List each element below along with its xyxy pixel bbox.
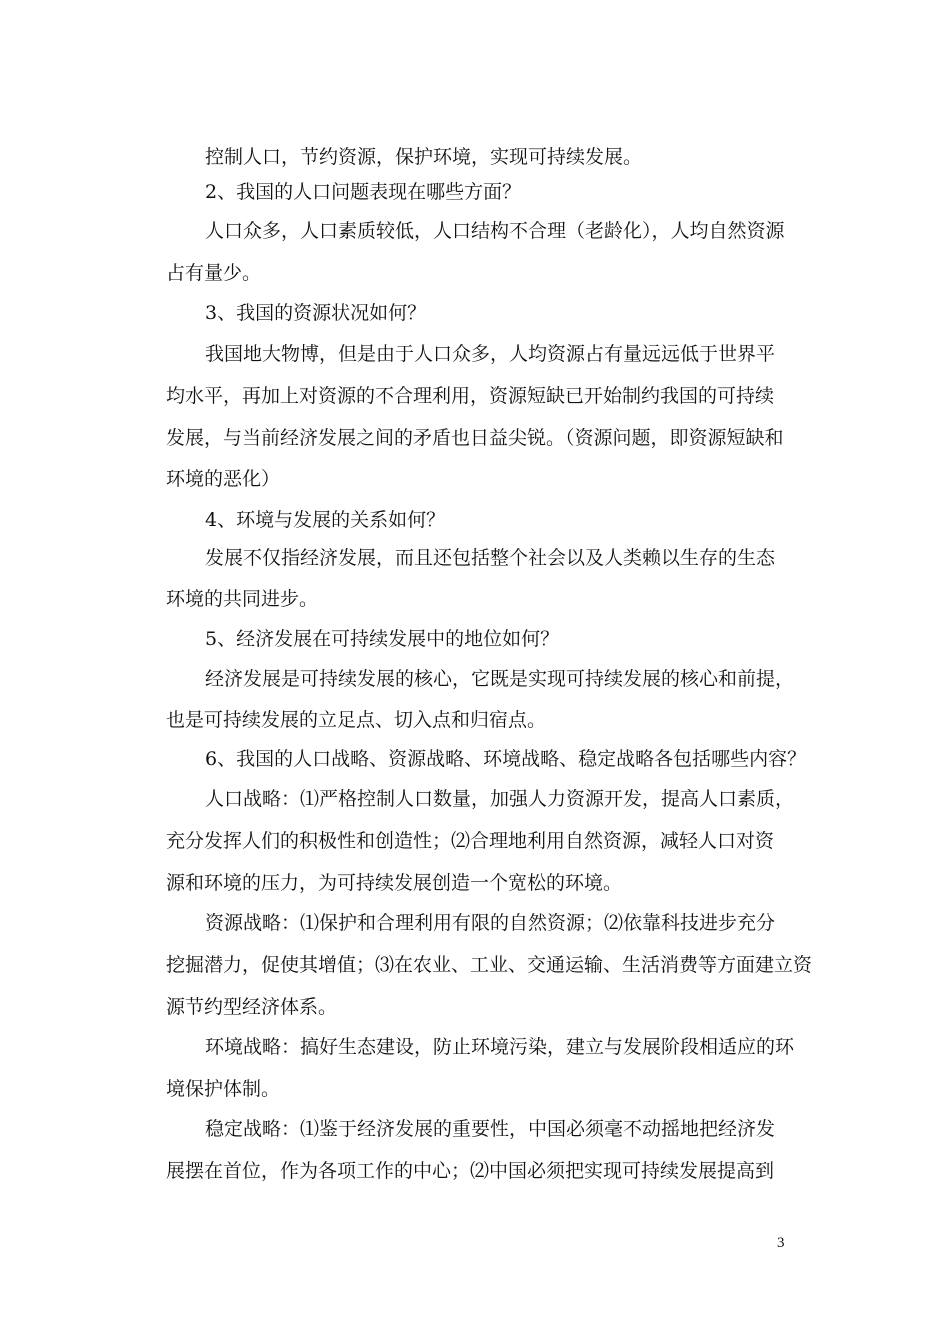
page-number: 3 [777, 1235, 785, 1251]
text-line: 均水平，再加上对资源的不合理利用，资源短缺已开始制约我国的可持续 [166, 385, 775, 407]
text-line: 源和环境的压力，为可持续发展创造一个宽松的环境。 [166, 872, 623, 894]
text-line: 经济发展是可持续发展的核心，它既是实现可持续发展的核心和前提， [205, 668, 795, 690]
text-line: 环境的共同进步。 [166, 588, 319, 610]
text-line: 发展，与当前经济发展之间的矛盾也日益尖锐。（资源问题，即资源短缺和 [166, 427, 784, 449]
paragraph [0, 668, 950, 756]
paragraph [0, 343, 950, 490]
text-line: 4、环境与发展的关系如何？ [205, 509, 446, 531]
text-line: 人口众多，人口素质较低，人口结构不合理（老龄化），人均自然资源 [205, 220, 785, 242]
text-line: 人口战略：⑴严格控制人口数量，加强人力资源开发，提高人口素质， [205, 788, 795, 810]
paragraph [0, 1036, 950, 1124]
text-line: 稳定战略：⑴鉴于经济发展的重要性，中国必须毫不动摇地把经济发 [205, 1118, 776, 1140]
text-line: 6、我国的人口战略、资源战略、环境战略、稳定战略各包括哪些内容？ [205, 748, 807, 770]
text-line: 5、经济发展在可持续发展中的地位如何？ [205, 628, 560, 650]
text-line: 充分发挥人们的积极性和创造性；⑵合理地利用自然资源，减轻人口对资 [166, 830, 775, 852]
text-line: 发展不仅指经济发展，而且还包括整个社会以及人类赖以生存的生态 [205, 547, 776, 569]
text-line: 境保护体制。 [166, 1078, 281, 1100]
text-line: 占有量少。 [166, 262, 262, 284]
text-line: 控制人口，节约资源，保护环境，实现可持续发展。 [205, 146, 643, 168]
paragraph [0, 547, 950, 635]
text-line: 环境战略：搞好生态建设，防止环境污染，建立与发展阶段相适应的环 [205, 1036, 795, 1058]
text-line: 展摆在首位，作为各项工作的中心；⑵中国必须把实现可持续发展提高到 [166, 1160, 775, 1182]
text-line: 源节约型经济体系。 [166, 996, 338, 1018]
paragraph [0, 912, 950, 1022]
text-line: 环境的恶化） [166, 468, 281, 490]
text-line: 挖掘潜力，促使其增值；⑶在农业、工业、交通运输、生活消费等方面建立资 [166, 954, 813, 976]
text-line: 也是可持续发展的立足点、切入点和归宿点。 [166, 709, 547, 731]
text-line: 2、我国的人口问题表现在哪些方面？ [205, 181, 522, 203]
text-line: 我国地大物博，但是由于人口众多，人均资源占有量远远低于世界平 [205, 343, 776, 365]
text-line: 3、我国的资源状况如何？ [205, 302, 427, 324]
paragraph [0, 220, 950, 308]
paragraph [0, 1118, 950, 1206]
paragraph [0, 788, 950, 898]
text-line: 资源战略：⑴保护和合理利用有限的自然资源；⑵依靠科技进步充分 [205, 912, 776, 934]
